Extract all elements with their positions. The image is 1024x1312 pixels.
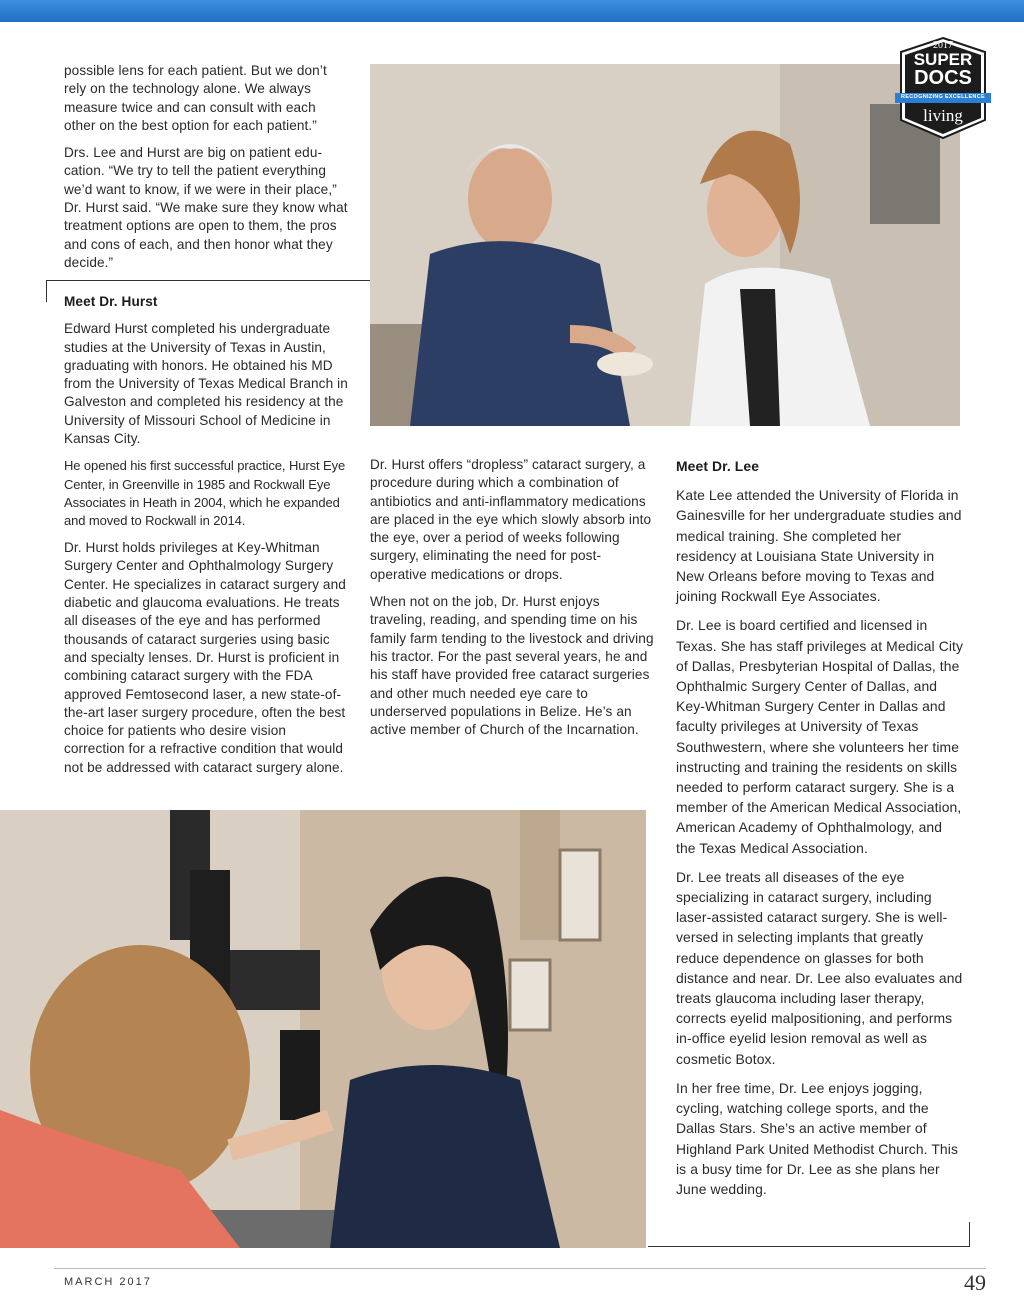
lee-paragraph-2: Dr. Lee is board certified and licensed in Texas. She has staff privileges at Medical City of Dallas, Presbyterian Hospital of Dallas, the Ophthalmic Surgery Center of Dallas, and Key-Whitman Surgery Center in Dallas and faculty privileges at University of Texas Southwestern, where she volunteers her time instructing and training the residents on skills needed to perform cataract surgery. She is a member of the American Medical Association, American Academy of Ophthalmology, and the Texas Medical Association. <box>676 617 964 856</box>
badge-docs: DOCS <box>914 67 972 89</box>
intro-paragraph-1: possible lens for each patient. But we don’t rely on the technology alone. We always measure twice and can consult with each other on the best option for each patient.” <box>64 63 327 133</box>
badge-ribbon: RECOGNIZING EXCELLENCE <box>901 94 985 100</box>
badge-year: 2017 <box>933 40 953 51</box>
super-docs-badge <box>893 36 993 140</box>
page-number: 49 <box>964 1270 986 1295</box>
issue-date: MARCH 2017 <box>64 1276 152 1288</box>
hurst-paragraph-1: Edward Hurst completed his undergraduate studies at the University of Texas in Austin, graduating with honors. He obtained his MD from the University of Texas Medical Branch in Galveston and completed his residency at the University of Missouri School of Medicine in Kansas City. <box>64 321 348 447</box>
footer-rule <box>54 1268 986 1269</box>
hurst-paragraph-3: Dr. Hurst holds privileges at Key-Whitman Surgery Center and Ophthalmology Surgery Center. He specializes in cataract surgery and diabetic and glaucoma evaluations. He treats all diseases of the eye and has performed thousands of cataract surgeries using basic and specialty lenses. Dr. Hurst is proficient in combining cataract surgery with the FDA approved Femtosecond laser, a new state-of-the-art laser surgery procedure, often the best choice for patients who desire vision correction for a refractive condition that would not be addressed with cataract surgery alone. <box>64 540 346 775</box>
lee-section-bottom-rule <box>648 1246 970 1247</box>
column-1 <box>64 62 349 281</box>
section-divider-tick <box>46 280 47 302</box>
section-divider <box>46 280 372 281</box>
badge-super: SUPER <box>913 50 973 69</box>
intro-paragraph-2: Drs. Lee and Hurst are big on patient edu-cation. “We try to tell the patient everything we’d want to know, if we were in their place,” Dr. Hurst said. “We make sure they know what treatment options are open to them, the pros and cons of each, and then honor what they decide.” <box>64 145 348 270</box>
hurst-heading: Meet Dr. Hurst <box>64 294 158 309</box>
hurst-section <box>64 293 349 786</box>
dropless-paragraph: Dr. Hurst offers “dropless” cataract surgery, a procedure during which a combination of antibiotics and anti-inflammatory medications are placed in the eye which slowly absorb into the eye, over a period of weeks following surgery, eliminating the need for post-operative medications or drops. <box>370 457 652 582</box>
lee-paragraph-4: In her free time, Dr. Lee enjoys jogging, cycling, watching college sports, and the Dallas Stars. She’s an active member of Highland Park United Methodist Church. This is a busy time for Dr. Lee as she plans her June wedding. <box>676 1079 958 1197</box>
top-color-bar <box>0 0 1024 22</box>
lee-section-bottom-tick <box>969 1222 970 1247</box>
column-2 <box>370 456 656 748</box>
lee-paragraph-3: Dr. Lee treats all diseases of the eye specializing in cataract surgery, including laser-assisted cataract surgery. She is well-versed in selecting implants that greatly reduce dependence on glasses for both distance and near. Dr. Lee also evaluates and treats glaucoma including laser therapy, corrects eyelid malpositioning, and performs in-office eyelid lesion removal as well as cosmetic Botox. <box>676 868 963 1067</box>
hurst-paragraph-2: He opened his first successful practice, Hurst Eye Center, in Greenville in 1985 and Rockwall Eye Associates in Heath in 2004, which he expanded and moved to Rockwall in 2014. <box>64 458 346 528</box>
badge-living-logo: living <box>923 106 963 125</box>
lee-paragraph-1: Kate Lee attended the University of Florida in Gainesville for her undergraduate studies and medical training. She completed her residency at Louisiana State University in New Orleans before moving to Texas and joining Rockwall Eye Associates. <box>676 487 962 605</box>
lee-heading: Meet Dr. Lee <box>676 458 760 474</box>
column-3 <box>676 456 964 1208</box>
hurst-hobbies-paragraph: When not on the job, Dr. Hurst enjoys traveling, reading, and spending time on his family farm tending to the livestock and driving his tractor. For the past several years, he and his staff have provided free cataract surgeries and other much needed eye care to underserved populations in Belize. He’s an active member of Church of the Incarnation. <box>370 594 654 738</box>
photo-dr-lee-examining-patient <box>0 810 646 1248</box>
photo-dr-hurst-with-patient <box>370 64 960 426</box>
